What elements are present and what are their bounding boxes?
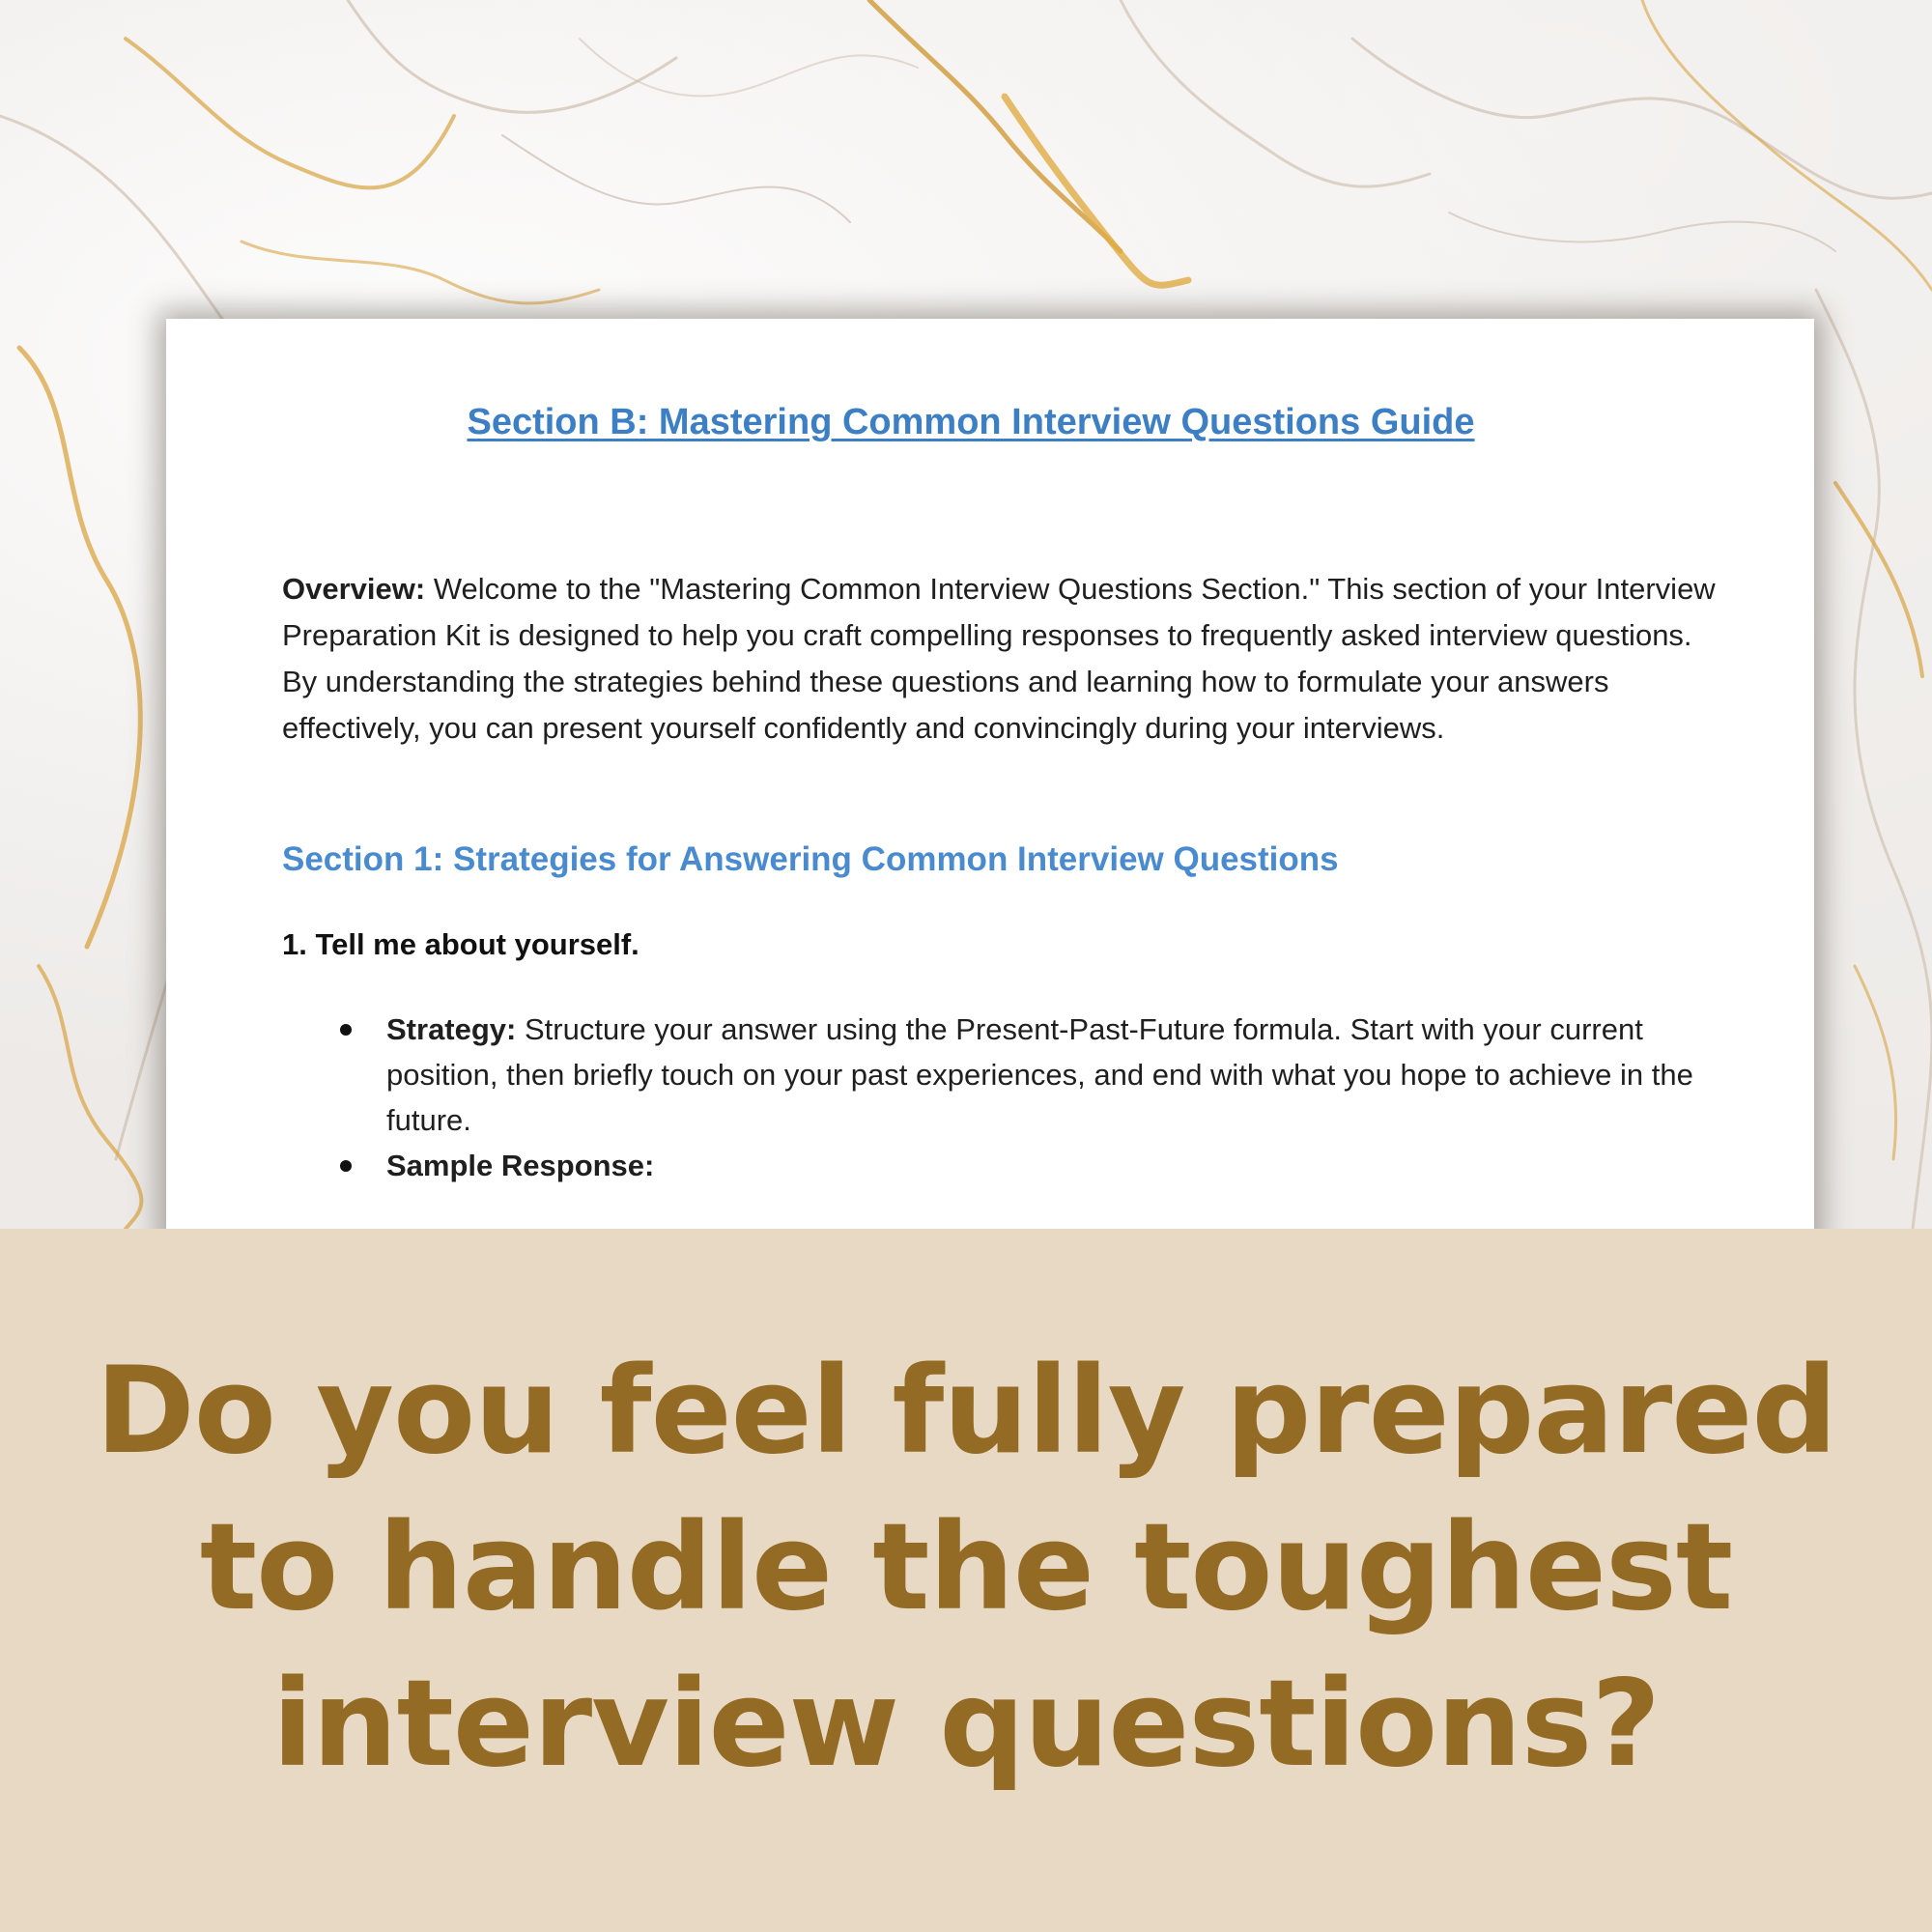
bullet-label: Sample Response: xyxy=(386,1149,655,1182)
bullet-strategy xyxy=(386,1007,1758,1143)
question-heading: 1. Tell me about yourself. xyxy=(282,927,639,961)
headline xyxy=(58,1333,1874,1803)
document-title: Section B: Mastering Common Interview Questions Guide xyxy=(467,402,1475,442)
overview-text: Welcome to the "Mastering Common Interview Questions Section." This section of your Interview Preparation Kit is designed to help you craft compelling responses to frequently asked interview questions. By understanding the strategies behind these questions and learning how to formulate your answers effectively, you can present yourself confidently and convincingly during your interviews. xyxy=(282,572,1716,745)
overview-paragraph xyxy=(282,566,1731,752)
bullet-dot-icon xyxy=(340,1160,352,1172)
bullet-label: Strategy: xyxy=(386,1012,517,1046)
document-page xyxy=(166,319,1814,1229)
bullet-dot-icon xyxy=(340,1024,352,1036)
section-heading: Section 1: Strategies for Answering Common Interview Questions xyxy=(282,840,1339,878)
headline-line-1: Do you feel fully prepared xyxy=(95,1342,1837,1481)
bullet-list xyxy=(330,1007,1758,1188)
bullet-text: Structure your answer using the Present-Past-Future formula. Start with your current position, then briefly touch on your past experiences, and end with what you hope to achieve in the future. xyxy=(386,1012,1693,1137)
headline-line-2: to handle the toughest xyxy=(199,1498,1733,1637)
overview-label: Overview: xyxy=(282,572,426,606)
bullet-sample-response xyxy=(386,1143,1758,1188)
headline-line-3: interview questions? xyxy=(271,1655,1661,1794)
